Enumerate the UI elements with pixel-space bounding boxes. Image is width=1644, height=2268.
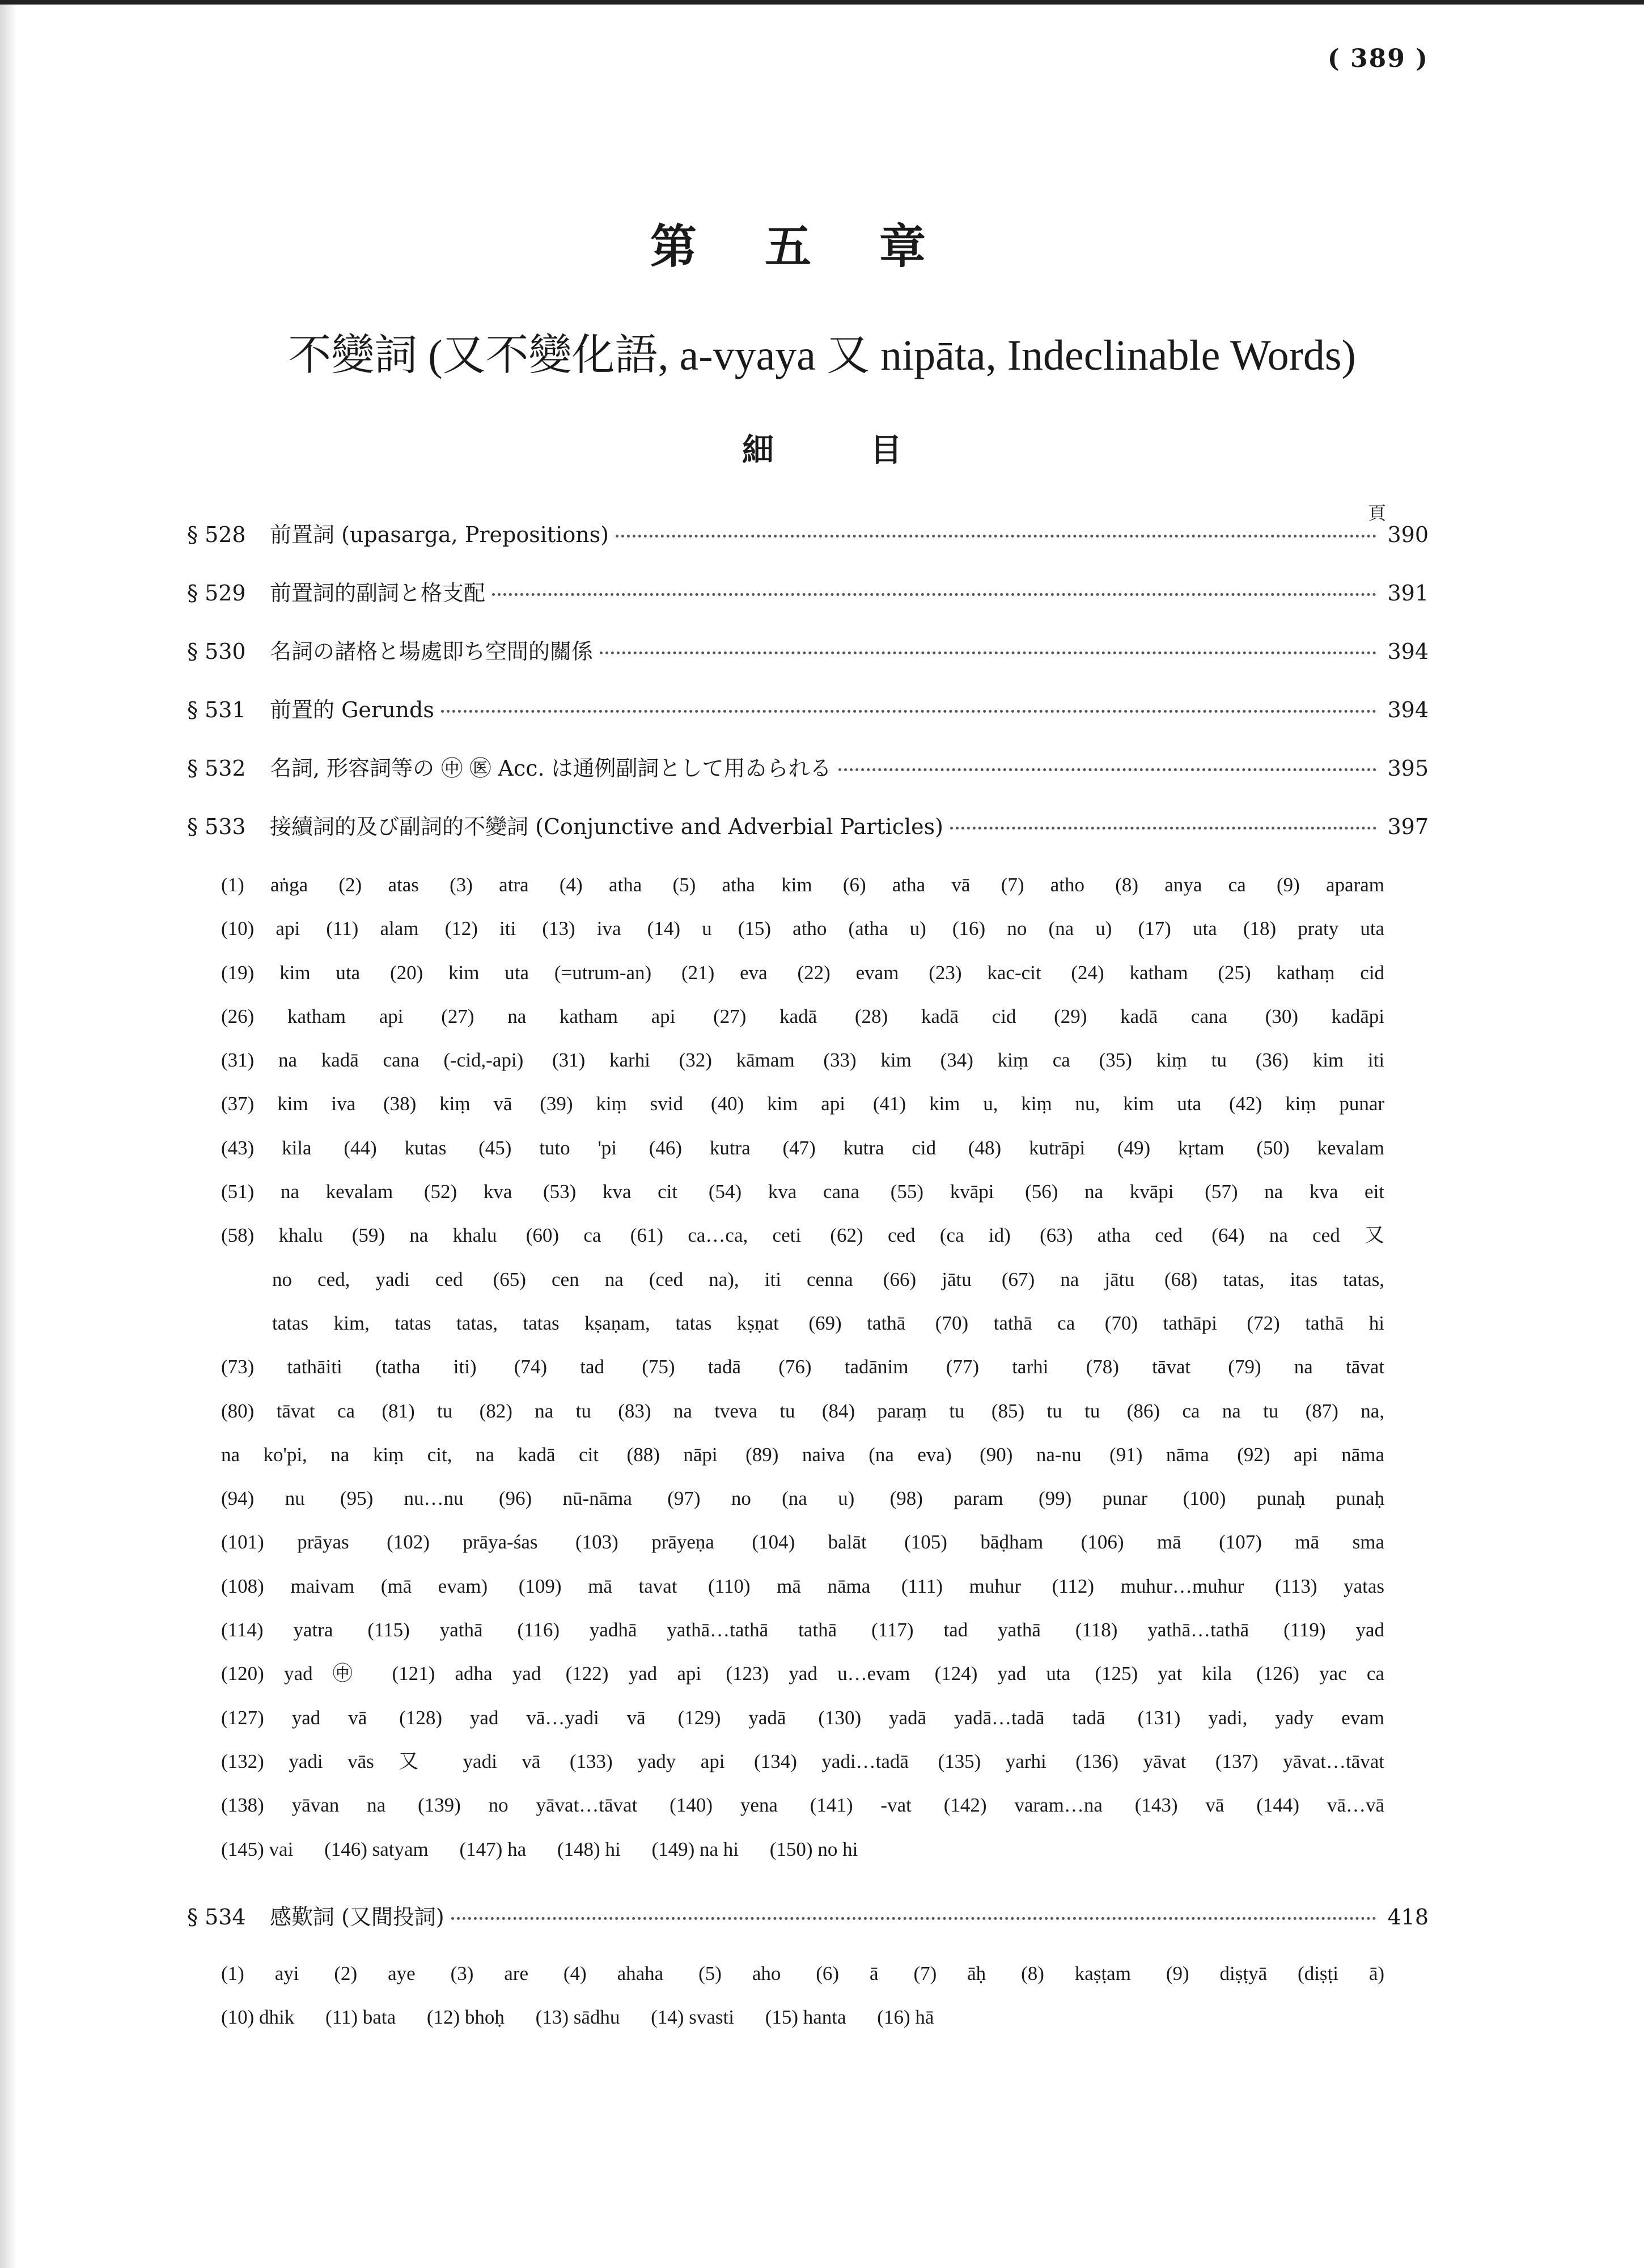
list-item: (145) vai (221, 1838, 294, 1860)
list-item: (133) yady api (569, 1750, 725, 1772)
list-row (221, 1082, 1389, 1125)
list-item: (100) punaḥ punaḥ (1183, 1487, 1385, 1510)
list-item: (126) yac ca (1256, 1662, 1384, 1685)
list-item: (111) muhur (901, 1575, 1021, 1597)
list-item: (65) cen na (ced na), iti cenna (493, 1268, 853, 1290)
toc-leader (600, 651, 1376, 654)
list-item: (85) tu tu (991, 1399, 1100, 1422)
list-item: (67) na jātu (1001, 1268, 1134, 1290)
list-item: (34) kiṃ ca (940, 1049, 1070, 1072)
list-item: (96) nū-nāma (498, 1487, 632, 1510)
list-row (221, 1995, 1389, 2039)
list-row (221, 1783, 1389, 1827)
list-item: (88) nāpi (626, 1443, 718, 1466)
list-item: (86) ca na tu (1126, 1399, 1279, 1422)
list-item: na ko'pi, na kiṃ cit, na kadā cit (221, 1443, 599, 1466)
list-item: (72) tathā hi (1247, 1311, 1385, 1334)
toc-entry (187, 634, 1429, 668)
list-item: (91) nāma (1109, 1443, 1209, 1466)
list-item: (22) evam (797, 961, 899, 984)
page-number: ( 389 ) (1327, 44, 1429, 73)
list-item: (12) iti (444, 917, 516, 940)
toc-page: 418 (1387, 1905, 1429, 1930)
list-row (221, 1952, 1389, 1995)
list-item: (1) ayi (221, 1962, 299, 1984)
list-row (221, 951, 1389, 995)
toc-entry (187, 751, 1429, 785)
list-item: (70) tathā ca (935, 1311, 1075, 1334)
list-item: (77) tarhi (946, 1356, 1049, 1378)
list-item: (6) atha vā (842, 874, 971, 896)
toc-page: 394 (1387, 697, 1429, 722)
list-item: (117) tad yathā (871, 1619, 1041, 1641)
list-item: (149) na hi (651, 1838, 739, 1860)
list-item: (73) tathāiti (tatha iti) (221, 1356, 477, 1378)
list-item: (116) yadhā yathā…tathā tathā (517, 1619, 837, 1641)
list-row (221, 1608, 1389, 1652)
list-item: (55) kvāpi (890, 1180, 994, 1203)
list-item: (42) kiṃ punar (1228, 1093, 1385, 1115)
list-item: (58) khalu (221, 1224, 323, 1247)
list-row (221, 1433, 1389, 1476)
list-item: (8) anya ca (1115, 874, 1246, 896)
toc-title: 名詞の諸格と場處即ち空間的關係 (270, 639, 594, 664)
list-item: (112) muhur…muhur (1052, 1575, 1244, 1597)
list-item: (18) praty uta (1243, 917, 1385, 940)
list-item: (114) yatra (221, 1619, 333, 1641)
list-item: (31) na kadā cana (-cid,-api) (221, 1049, 524, 1072)
list-item: (69) tathā (808, 1311, 906, 1334)
list-item: (20) kim uta (=utrum-an) (389, 961, 652, 984)
list-item: (50) kevalam (1256, 1136, 1385, 1159)
list-item: (15) atho (atha u) (738, 917, 926, 940)
list-item: (108) maivam (mā evam) (221, 1575, 488, 1597)
list-item: (31) karhi (552, 1049, 650, 1072)
list-item: (7) atho (1001, 874, 1085, 896)
list-item: (15) hanta (765, 2006, 846, 2029)
toc-page: 390 (1387, 522, 1429, 547)
list-item: tatas kim, tatas tatas, tatas kṣaṇam, tatas kṣṇat (272, 1311, 779, 1334)
list-row (221, 1740, 1389, 1783)
list-item: (82) na tu (479, 1399, 591, 1422)
list-item: (138) yāvan na (221, 1794, 386, 1817)
toc-entry (187, 692, 1429, 726)
list-item: (6) ā (816, 1962, 879, 1984)
list-item: no ced, yadi ced (272, 1268, 463, 1290)
list-item: (10) api (221, 917, 300, 940)
list-item: (95) nu…nu (340, 1487, 464, 1510)
toc-title: 前置的 Gerunds (270, 697, 434, 722)
list-item: (76) tadānim (778, 1356, 909, 1378)
list-item: (143) vā (1134, 1794, 1224, 1817)
list-row (221, 1652, 1389, 1695)
list-item: (39) kiṃ svid (540, 1093, 683, 1115)
list-item: (103) prāyeṇa (575, 1531, 714, 1554)
list-item: (11) alam (326, 917, 419, 940)
list-item: (75) tadā (642, 1356, 742, 1378)
toc-section: § 532 (187, 756, 246, 781)
list-item: (44) kutas (344, 1136, 447, 1159)
list-item: (115) yathā (367, 1619, 483, 1641)
list-item: (148) hi (557, 1838, 621, 1860)
page-column-label: 頁 (1368, 502, 1387, 524)
list-row (221, 907, 1389, 950)
toc-leader (838, 768, 1376, 771)
list-item: (2) aye (334, 1962, 416, 1984)
list-item: (2) atas (338, 874, 419, 896)
list-item: (38) kiṃ vā (383, 1093, 512, 1115)
list-item: (150) no hi (769, 1838, 858, 1860)
list-item: (131) yadi, yady evam (1137, 1706, 1385, 1729)
list-item: (33) kim (823, 1049, 912, 1072)
list-item: (23) kac-cit (929, 961, 1041, 984)
list-item: (124) yad uta (934, 1662, 1071, 1685)
toc-leader (451, 1917, 1376, 1920)
list-item: (70) tathāpi (1104, 1311, 1217, 1334)
list-item: (12) bhoḥ (426, 2006, 505, 2029)
list-item: (24) katham (1071, 961, 1188, 984)
list-item: (59) na khalu (351, 1224, 497, 1247)
list-row (221, 1827, 1389, 1871)
list-item: (47) kutra cid (782, 1136, 937, 1159)
list-row (221, 1520, 1389, 1564)
list-item: (80) tāvat ca (221, 1399, 355, 1422)
list-item: (105) bāḍham (904, 1531, 1044, 1554)
list-item: (121) adha yad (392, 1662, 541, 1685)
list-item: (110) mā nāma (708, 1575, 871, 1597)
list-item: (5) aho (698, 1962, 781, 1984)
list-item: (29) kadā cana (1054, 1005, 1228, 1027)
chapter-subtitle: 不變詞 (又不變化語, a-vyaya 又 nipāta, Indeclinable Words) (288, 332, 1356, 379)
list-item: (3) atra (450, 874, 529, 896)
list-item: (66) jātu (883, 1268, 972, 1290)
list-item: (137) yāvat…tāvat (1215, 1750, 1384, 1772)
list-row (221, 1301, 1389, 1345)
list-item: (142) varam…na (943, 1794, 1103, 1817)
list-row (221, 1126, 1389, 1170)
list-item: (4) ahaha (563, 1962, 664, 1984)
list-item: (102) prāya-śas (387, 1531, 538, 1554)
list-item: (87) na, (1305, 1399, 1385, 1422)
list-item: (97) no (na u) (667, 1487, 855, 1510)
list-row (221, 1389, 1389, 1433)
list-item: (139) no yāvat…tāvat (417, 1794, 638, 1817)
toc-section: § 534 (187, 1905, 246, 1930)
details-heading: 細目 (742, 431, 998, 469)
toc-section: § 530 (187, 639, 246, 664)
list-item: (125) yat kila (1095, 1662, 1232, 1685)
list-item: (16) no (na u) (952, 917, 1112, 940)
list-item: (45) tuto 'pi (478, 1136, 617, 1159)
interjections-list (221, 1952, 1389, 2039)
list-item: (54) kva cana (708, 1180, 860, 1203)
list-item: (8) kaṣṭam (1021, 1962, 1131, 1984)
list-item: (9) diṣṭyā (diṣṭi ā) (1166, 1962, 1385, 1984)
list-item: (132) yadi vās 又 yadi vā (221, 1750, 541, 1772)
list-item: (9) aparam (1276, 874, 1385, 896)
list-item: (122) yad api (565, 1662, 702, 1685)
list-item: (48) kutrāpi (968, 1136, 1086, 1159)
list-row (221, 1345, 1389, 1389)
toc-leader (950, 827, 1376, 830)
list-item: (53) kva cit (543, 1180, 678, 1203)
list-item: (7) āḥ (913, 1962, 986, 1984)
list-item: (113) yatas (1275, 1575, 1384, 1597)
list-item: (119) yad (1283, 1619, 1385, 1641)
list-row (221, 1258, 1389, 1301)
list-item: (127) yad vā (221, 1706, 367, 1729)
list-item: (89) naiva (na eva) (745, 1443, 952, 1466)
list-item: (11) bata (325, 2006, 396, 2029)
list-item: (35) kiṃ tu (1099, 1049, 1227, 1072)
list-item: (40) kim api (710, 1093, 845, 1115)
list-item: (41) kim u, kiṃ nu, kim uta (872, 1093, 1202, 1115)
list-item: (123) yad u…evam (726, 1662, 910, 1685)
list-item: (28) kadā cid (854, 1005, 1016, 1027)
list-item: (104) balāt (752, 1531, 867, 1554)
list-item: (120) yad ㊥ (221, 1662, 368, 1685)
list-item: (83) na tveva tu (618, 1399, 795, 1422)
toc-leader (616, 535, 1376, 538)
list-item: (4) atha (559, 874, 642, 896)
list-item: (43) kila (221, 1136, 312, 1159)
toc-leader (492, 593, 1376, 596)
list-item: (49) kṛtam (1117, 1136, 1224, 1159)
list-item: (37) kim iva (221, 1093, 356, 1115)
toc-title: 名詞, 形容詞等の ㊥ ㊩ Acc. は通例副詞として用ゐられる (270, 756, 832, 781)
list-item: (63) atha ced (1040, 1224, 1183, 1247)
list-item: (107) mā sma (1219, 1531, 1385, 1554)
top-rule (0, 0, 1644, 5)
list-item: (101) prāyas (221, 1531, 349, 1554)
toc-entry (187, 809, 1429, 843)
particles-list (221, 863, 1389, 1871)
list-item: (92) api nāma (1237, 1443, 1385, 1466)
list-item: (68) tatas, itas tatas, (1164, 1268, 1385, 1290)
list-item: (134) yadi…tadā (754, 1750, 909, 1772)
list-item: (25) kathaṃ cid (1218, 961, 1385, 984)
list-item: (81) tu (382, 1399, 453, 1422)
list-item: (62) ced (ca id) (830, 1224, 1011, 1247)
list-item: (84) paraṃ tu (821, 1399, 965, 1422)
list-item: (129) yadā (677, 1706, 786, 1729)
list-item: (136) yāvat (1075, 1750, 1187, 1772)
toc-section: § 531 (187, 697, 246, 722)
list-item: (21) eva (681, 961, 768, 984)
list-item: (106) mā (1081, 1531, 1181, 1554)
toc-section: § 529 (187, 581, 246, 606)
list-item: (14) u (647, 917, 712, 940)
list-item: (135) yarhi (938, 1750, 1046, 1772)
toc-section: § 528 (187, 522, 246, 547)
list-item: (99) punar (1038, 1487, 1148, 1510)
list-item: (26) katham api (221, 1005, 404, 1027)
list-item: (1) aṅga (221, 874, 308, 896)
list-item: (46) kutra (649, 1136, 751, 1159)
list-item: (36) kim iti (1255, 1049, 1385, 1072)
list-item: (140) yena (670, 1794, 778, 1817)
toc-page: 397 (1387, 814, 1429, 839)
toc-title: 接續詞的及び副詞的不變詞 (Conjunctive and Adverbial Particles) (270, 814, 943, 839)
list-item: (30) kadāpi (1265, 1005, 1385, 1027)
list-item: (16) hā (877, 2006, 934, 2029)
toc-leader (441, 710, 1376, 713)
list-item: (64) na ced 又 (1211, 1224, 1385, 1247)
list-item: (61) ca…ca, ceti (630, 1224, 802, 1247)
list-item: (130) yadā yadā…tadā tadā (818, 1706, 1105, 1729)
toc-title: 前置詞的副詞と格支配 (270, 581, 486, 606)
list-item: (27) kadā (713, 1005, 817, 1027)
toc-page: 391 (1387, 581, 1429, 606)
list-item: (90) na-nu (980, 1443, 1082, 1466)
list-item: (147) ha (459, 1838, 527, 1860)
chapter-title: 第五章 (650, 219, 994, 274)
list-row (221, 995, 1389, 1038)
toc-entry (187, 1899, 1429, 1933)
list-item: (14) svasti (651, 2006, 734, 2029)
list-item: (56) na kvāpi (1025, 1180, 1174, 1203)
list-item: (3) are (450, 1962, 528, 1984)
list-row (221, 1696, 1389, 1740)
list-row (221, 1564, 1389, 1608)
list-item: (74) tad (514, 1356, 605, 1378)
list-item: (13) iva (542, 917, 621, 940)
list-item: (57) na kva eit (1205, 1180, 1385, 1203)
list-item: (118) yathā…tathā (1075, 1619, 1249, 1641)
toc-entry (187, 517, 1429, 551)
list-item: (51) na kevalam (221, 1180, 393, 1203)
list-item: (52) kva (423, 1180, 512, 1203)
list-item: (146) satyam (324, 1838, 429, 1860)
toc-title: 前置詞 (upasarga, Prepositions) (270, 522, 609, 547)
list-item: (60) ca (526, 1224, 601, 1247)
list-item: (19) kim uta (221, 961, 361, 984)
list-row (221, 1476, 1389, 1520)
list-item: (10) dhik (221, 2006, 295, 2029)
list-item: (13) sādhu (535, 2006, 620, 2029)
toc-entry (187, 576, 1429, 610)
list-row (221, 1038, 1389, 1082)
toc-title: 感歎詞 (又間投詞) (270, 1905, 444, 1930)
toc-page: 395 (1387, 756, 1429, 781)
list-row (221, 863, 1389, 907)
list-item: (32) kāmam (679, 1049, 795, 1072)
list-item: (27) na katham api (441, 1005, 676, 1027)
list-item: (141) -vat (810, 1794, 912, 1817)
list-item: (128) yad vā…yadi vā (399, 1706, 646, 1729)
list-item: (5) atha kim (672, 874, 812, 896)
list-item: (78) tāvat (1086, 1356, 1191, 1378)
list-row (221, 1213, 1389, 1257)
list-item: (17) uta (1138, 917, 1217, 940)
toc-page: 394 (1387, 639, 1429, 664)
list-item: (94) nu (221, 1487, 305, 1510)
list-item: (98) param (889, 1487, 1003, 1510)
list-item: (79) na tāvat (1228, 1356, 1385, 1378)
toc-section: § 533 (187, 814, 246, 839)
list-item: (144) vā…vā (1256, 1794, 1385, 1817)
list-item: (109) mā tavat (518, 1575, 677, 1597)
list-row (221, 1170, 1389, 1213)
